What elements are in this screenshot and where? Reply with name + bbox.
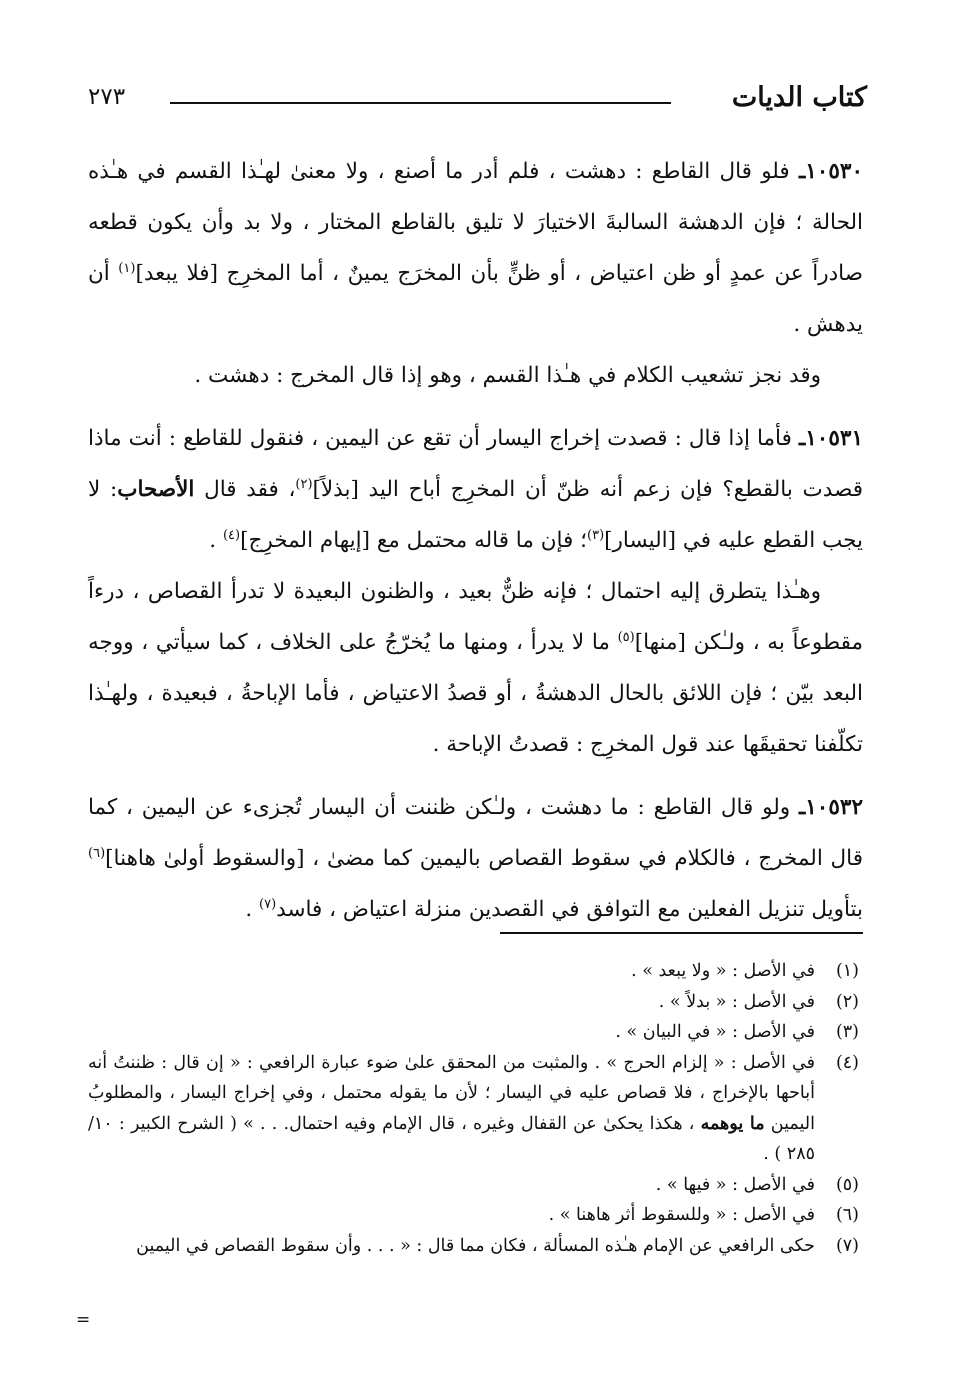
- footnote-number: (٧): [835, 1235, 859, 1256]
- paragraph-text: ، فقد قال: [194, 477, 296, 502]
- page-header: [88, 80, 867, 120]
- paragraph-text: ولو قال القاطع : ما دهشت ، ولـٰكن ظننت أن اليسار تُجزىء عن اليمين ، كما قال المخرج ، فالكلام في سقوط القصاص باليمين كما مضىٰ ، [والسقوط أولىٰ هاهنا]: [88, 795, 863, 871]
- footnote-text: [88, 1048, 815, 1170]
- continuation-mark: =: [76, 1310, 91, 1330]
- paragraph-text: وهـٰذا يتطرق إليه احتمال ؛ فإنه ظنٌّ بعيد ، والظنون البعيدة لا تدرأ القصاص ، درءاً مقطوعاً به ، ولـٰكن [منها]: [88, 579, 863, 655]
- paragraph-text: ما لا يدرأ ، ومنها ما يُخرّجُ على الخلاف ، كما سيأتي ، ووجه البعد بيّن ؛ فإن اللائق بالحال الدهشةُ ، أو قصدُ الاعتياض ، فأما الإباحةُ ، فبعيدة ، ولهـٰذا تكلّفنا تحقيقَها عند قول المخرِج : قصدتُ الإباحة .: [88, 630, 863, 757]
- footnote-ref: (٦): [88, 845, 106, 861]
- footnote-text-part: في الأصل : « إلزام الحرج » . والمثبت من المحقق علىٰ ضوء عبارة الرافعي : « إن قال : ظننتُ أنه أباحها بالإخراج ، فلا قصاص عليه في اليسار ؛ لأن ما يقوله محتمل ، وفي إخراج اليسار ، والمطلوبُ اليمين: [88, 1052, 815, 1134]
- footnote-item: [88, 1200, 859, 1231]
- footnote-separator: [500, 932, 863, 934]
- footnote-item: [88, 1048, 859, 1170]
- issue-number: ١٠٥٣٠ـ: [798, 159, 863, 184]
- footnote-number: (٦): [835, 1205, 859, 1225]
- paragraph-conclusion: وقد نجز تشعيب الكلام في هـٰذا القسم ، وهو إذا قال المخرج : دهشت .: [194, 363, 821, 388]
- paragraph-text: ؛ فإن ما قاله محتمل مع [إيهام المخرِج]: [240, 528, 587, 553]
- paragraph-text: أن يدهش .: [88, 261, 863, 337]
- paragraph-text: .: [245, 897, 260, 922]
- footnote-text: في الأصل : « بدلاً » .: [658, 991, 815, 1012]
- paragraph-text: .: [209, 528, 223, 553]
- paragraph-10530: [88, 146, 863, 350]
- emphasized-term: الأصحاب: [117, 477, 195, 502]
- footnote-ref: (٧): [259, 896, 277, 912]
- footnote-text: في الأصل : « ولا يبعد » .: [631, 961, 815, 981]
- paragraph-analysis: [88, 566, 863, 770]
- main-text: [88, 146, 863, 935]
- paragraph-10531: [88, 413, 863, 566]
- footnote-text: في الأصل : « وللسقوط أثر هاهنا » .: [548, 1205, 815, 1225]
- running-title: كتاب الديات: [731, 82, 867, 113]
- footnote-item: [88, 1170, 859, 1201]
- footnote-number: (٣): [835, 1022, 859, 1042]
- paragraph-text: فلو قال القاطع : دهشت ، فلم أدر ما أصنع ، ولا معنىٰ لهـٰذا القسم في هـٰذه الحالة ؛ فإن الدهشة السالبةَ الاختيارَ لا تليق بالقاطع المختار ، ولا بد وأن يكون قطعه صادراً عن عمدٍ أو ظن اعتياض ، أو ظنٍّ بأن المخرَج يمينٌ ، أما المخرِج [فلا يبعد]: [88, 159, 863, 286]
- issue-number: ١٠٥٣١ـ: [798, 426, 863, 451]
- footnote-item: [88, 956, 859, 987]
- footnote-ref: (٢): [295, 476, 313, 492]
- footnote-text: في الأصل : « فيها » .: [655, 1174, 815, 1195]
- footnote-item: [88, 1231, 859, 1262]
- footnote-number: (١): [835, 961, 859, 981]
- footnote-item: [88, 987, 859, 1018]
- footnote-text: في الأصل : « في البيان » .: [615, 1022, 815, 1042]
- footnote-text-part: ، هكذا يحكىٰ عن القفال وغيره ، قال الإمام وفيه احتمال. . . » ( الشرح الكبير : ١٠/ ٢٨٥ ) .: [88, 1113, 815, 1164]
- footnote-number: (٤): [835, 1052, 859, 1073]
- footnotes: [88, 956, 859, 1261]
- footnote-ref: (٣): [587, 527, 605, 543]
- footnote-ref: (٤): [222, 527, 241, 543]
- emphasized-term: ما يوهمه: [700, 1113, 765, 1134]
- footnote-ref: (١): [118, 260, 136, 276]
- issue-number: ١٠٥٣٢ـ: [798, 795, 863, 820]
- paragraph-text: بتأويل تنزيل الفعلين مع التوافق في القصدين منزلة اعتياض ، فاسد: [276, 897, 863, 922]
- footnote-text: حكى الرافعي عن الإمام هـٰذه المسألة ، فكان مما قال : « . . . وأن سقوط القصاص في اليمين: [136, 1235, 815, 1256]
- paragraph-text: فأما إذا قال : قصدت إخراج اليسار أن تقع عن اليمين ، فنقول للقاطع : أنت ماذا قصدت بالقطع؟ فإن زعم أنه ظنّ أن المخرِج أباح اليد [بذلاً]: [88, 426, 864, 502]
- footnote-number: (٥): [835, 1174, 859, 1195]
- page-number: ٢٧٣: [88, 84, 126, 110]
- paragraph-10532: [88, 782, 863, 935]
- paragraph-text: : لا يجب القطع عليه في [اليسار]: [88, 477, 863, 553]
- footnote-ref: (٥): [617, 629, 635, 645]
- footnote-item: [88, 1017, 859, 1048]
- header-rule: [170, 102, 671, 104]
- footnote-number: (٢): [835, 991, 859, 1012]
